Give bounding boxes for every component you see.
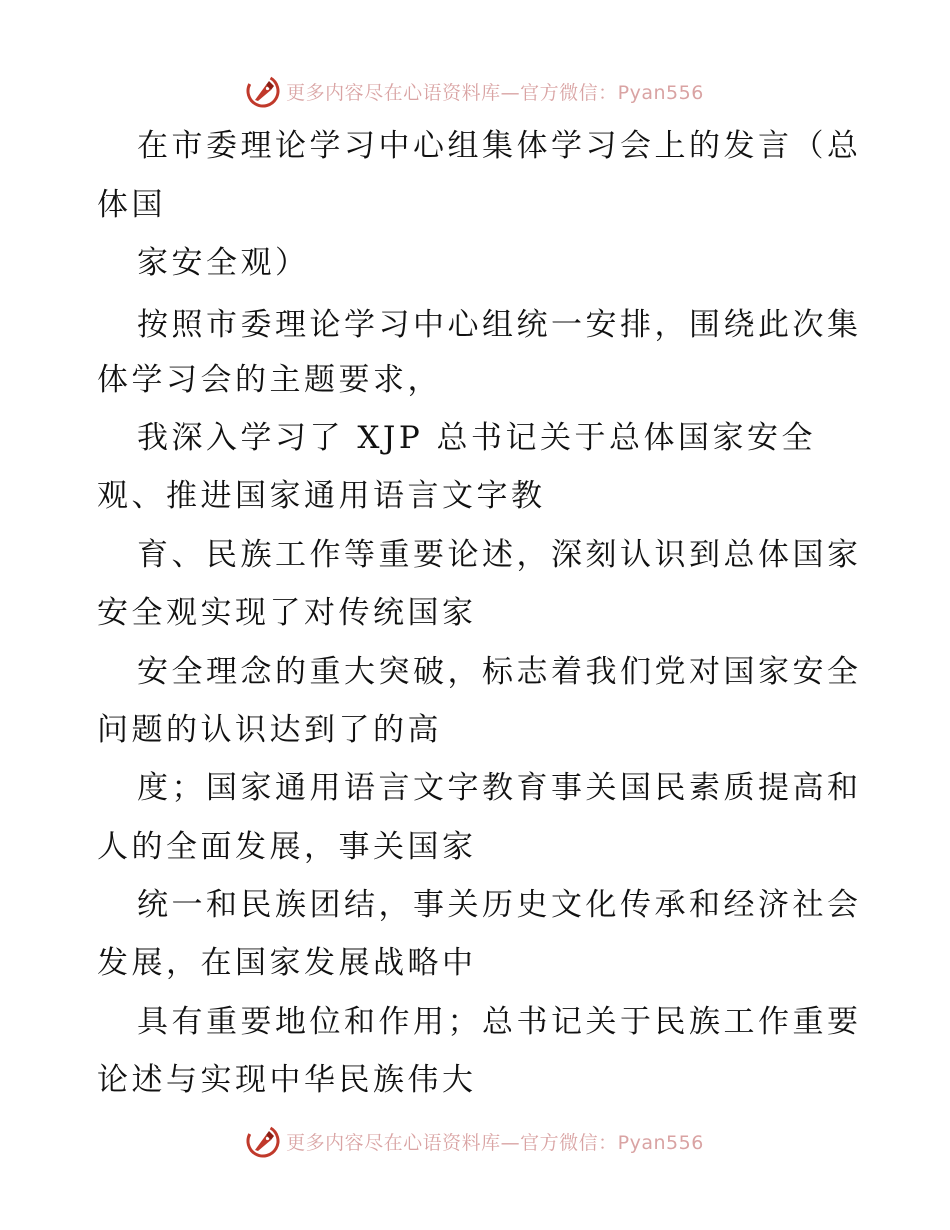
text-line: 观、推进国家通用语言文字教 (97, 478, 546, 514)
watermark-text: 更多内容尽在心语资料库—官方微信：Pyan556 (286, 1131, 704, 1154)
text-line: 安全理念的重大突破，标志着我们党对国家安全 (137, 654, 862, 690)
text-line: 体国 (97, 187, 166, 223)
text-line: 度；国家通用语言文字教育事关国民素质提高和 (137, 770, 862, 806)
text-line: 统一和民族团结，事关历史文化传承和经济社会 (137, 887, 862, 923)
text-line: 育、民族工作等重要论述，深刻认识到总体国家 (137, 537, 862, 573)
text-line: 人的全面发展，事关国家 (97, 829, 477, 865)
text-line: 安全观实现了对传统国家 (97, 595, 477, 631)
watermark-header (0, 71, 950, 111)
watermark-text: 更多内容尽在心语资料库—官方微信：Pyan556 (286, 81, 704, 104)
text-line: 具有重要地位和作用；总书记关于民族工作重要 (137, 1004, 862, 1040)
pen-nib-logo-icon (246, 1124, 280, 1158)
watermark-footer (0, 1121, 950, 1161)
text-line: 问题的认识达到了的高 (97, 712, 442, 748)
text-line: 家安全观） (137, 245, 310, 281)
text-line: 在市委理论学习中心组集体学习会上的发言（总 (137, 128, 862, 164)
text-line: 论述与实现中华民族伟大 (97, 1062, 477, 1098)
text-line: 体学习会的主题要求， (97, 362, 442, 398)
text-line: 发展，在国家发展战略中 (97, 945, 477, 981)
pen-nib-logo-icon (246, 74, 280, 108)
text-line: 按照市委理论学习中心组统一安排，围绕此次集 (137, 307, 862, 343)
text-line: 我深入学习了 XJP 总书记关于总体国家安全 (137, 420, 817, 456)
